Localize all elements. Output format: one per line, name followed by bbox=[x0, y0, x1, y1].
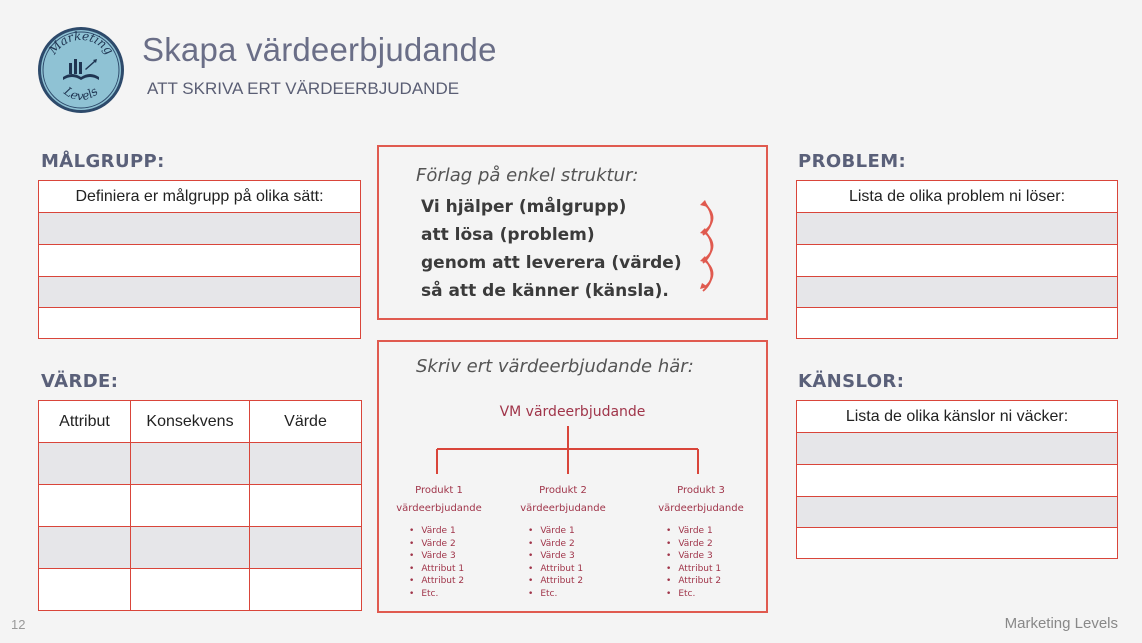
product-2-list bbox=[528, 525, 583, 601]
product-1-title bbox=[379, 482, 499, 518]
table-cell[interactable] bbox=[250, 485, 361, 526]
list-item: • Värde 2 bbox=[528, 538, 583, 551]
table-row bbox=[797, 401, 1117, 433]
table-row[interactable] bbox=[797, 277, 1117, 308]
kanslor-table bbox=[796, 400, 1118, 559]
list-item: • Etc. bbox=[409, 588, 464, 601]
table-row[interactable] bbox=[39, 443, 361, 485]
write-box bbox=[377, 340, 768, 613]
varde-label: VÄRDE: bbox=[41, 371, 119, 392]
table-row[interactable] bbox=[797, 497, 1117, 528]
table-cell[interactable] bbox=[39, 569, 131, 610]
structure-line-1: Vi hjälper (målgrupp) bbox=[421, 197, 627, 217]
write-heading: Skriv ert värdeerbjudande här: bbox=[416, 356, 694, 377]
product-1-title-line1: Produkt 1 bbox=[415, 485, 463, 496]
product-2-title-line2: värdeerbjudande bbox=[520, 503, 606, 514]
table-row[interactable] bbox=[39, 308, 360, 338]
table-row bbox=[39, 181, 360, 213]
problem-table bbox=[796, 180, 1118, 339]
varde-col-attribut: Attribut bbox=[39, 401, 131, 442]
list-item: • Värde 1 bbox=[528, 525, 583, 538]
product-1-list bbox=[409, 525, 464, 601]
product-3-list bbox=[666, 525, 721, 601]
list-item: • Värde 1 bbox=[409, 525, 464, 538]
table-cell[interactable] bbox=[131, 443, 250, 484]
product-2-title bbox=[503, 482, 623, 518]
table-row bbox=[797, 181, 1117, 213]
structure-line-2: att lösa (problem) bbox=[421, 225, 595, 245]
list-item: • Värde 3 bbox=[528, 550, 583, 563]
problem-header: Lista de olika problem ni löser: bbox=[848, 187, 1066, 205]
kanslor-header: Lista de olika känslor ni väcker: bbox=[845, 407, 1069, 425]
table-row bbox=[39, 401, 361, 443]
logo-text-top: Marketing bbox=[45, 28, 117, 58]
list-item: • Attribut 1 bbox=[409, 563, 464, 576]
table-cell[interactable] bbox=[131, 485, 250, 526]
table-row[interactable] bbox=[797, 465, 1117, 497]
product-3-title bbox=[641, 482, 761, 518]
kanslor-label: KÄNSLOR: bbox=[798, 371, 905, 392]
table-cell[interactable] bbox=[39, 485, 131, 526]
product-1-title-line2: värdeerbjudande bbox=[396, 503, 482, 514]
list-item: • Värde 3 bbox=[666, 550, 721, 563]
curved-arrows-icon bbox=[697, 199, 727, 295]
table-row[interactable] bbox=[39, 527, 361, 569]
list-item: • Etc. bbox=[528, 588, 583, 601]
page-subtitle: ATT SKRIVA ERT VÄRDEERBJUDANDE bbox=[147, 79, 460, 98]
tree-root-label: VM värdeerbjudande bbox=[499, 404, 646, 420]
footer-brand: Marketing Levels bbox=[1004, 615, 1118, 632]
problem-label: PROBLEM: bbox=[798, 151, 907, 172]
table-cell[interactable] bbox=[250, 443, 361, 484]
table-row[interactable] bbox=[797, 308, 1117, 338]
list-item: • Attribut 2 bbox=[528, 575, 583, 588]
structure-line-4: så att de känner (känsla). bbox=[421, 281, 669, 301]
table-row[interactable] bbox=[39, 245, 360, 277]
table-row[interactable] bbox=[39, 277, 360, 308]
structure-box bbox=[377, 145, 768, 320]
table-cell[interactable] bbox=[131, 569, 250, 610]
list-item: • Attribut 1 bbox=[666, 563, 721, 576]
list-item: • Värde 3 bbox=[409, 550, 464, 563]
product-2-title-line1: Produkt 2 bbox=[539, 485, 587, 496]
list-item: • Etc. bbox=[666, 588, 721, 601]
malgrupp-table bbox=[38, 180, 361, 339]
table-cell[interactable] bbox=[131, 527, 250, 568]
table-row[interactable] bbox=[797, 213, 1117, 245]
structure-heading: Förlag på enkel struktur: bbox=[416, 165, 639, 186]
table-cell[interactable] bbox=[250, 527, 361, 568]
table-cell[interactable] bbox=[250, 569, 361, 610]
list-item: • Värde 2 bbox=[666, 538, 721, 551]
page-title: Skapa värdeerbjudande bbox=[142, 31, 497, 68]
table-row[interactable] bbox=[39, 569, 361, 610]
list-item: • Attribut 2 bbox=[409, 575, 464, 588]
table-row[interactable] bbox=[39, 213, 360, 245]
list-item: • Värde 1 bbox=[666, 525, 721, 538]
list-item: • Värde 2 bbox=[409, 538, 464, 551]
malgrupp-header: Definiera er målgrupp på olika sätt: bbox=[75, 187, 324, 205]
structure-line-3: genom att leverera (värde) bbox=[421, 253, 682, 273]
list-item: • Attribut 2 bbox=[666, 575, 721, 588]
list-item: • Attribut 1 bbox=[528, 563, 583, 576]
table-row[interactable] bbox=[797, 433, 1117, 465]
varde-col-konsekvens: Konsekvens bbox=[131, 401, 250, 442]
malgrupp-label: MÅLGRUPP: bbox=[41, 151, 165, 172]
varde-col-varde: Värde bbox=[284, 412, 327, 430]
varde-table bbox=[38, 400, 362, 611]
product-3-title-line1: Produkt 3 bbox=[677, 485, 725, 496]
table-cell[interactable] bbox=[39, 443, 131, 484]
marketing-levels-logo bbox=[36, 25, 126, 115]
logo-text-bottom: Levels bbox=[61, 84, 101, 104]
table-cell[interactable] bbox=[39, 527, 131, 568]
table-row[interactable] bbox=[797, 528, 1117, 558]
table-row[interactable] bbox=[797, 245, 1117, 277]
product-3-title-line2: värdeerbjudande bbox=[658, 503, 744, 514]
page-number: 12 bbox=[11, 617, 26, 632]
table-row[interactable] bbox=[39, 485, 361, 527]
